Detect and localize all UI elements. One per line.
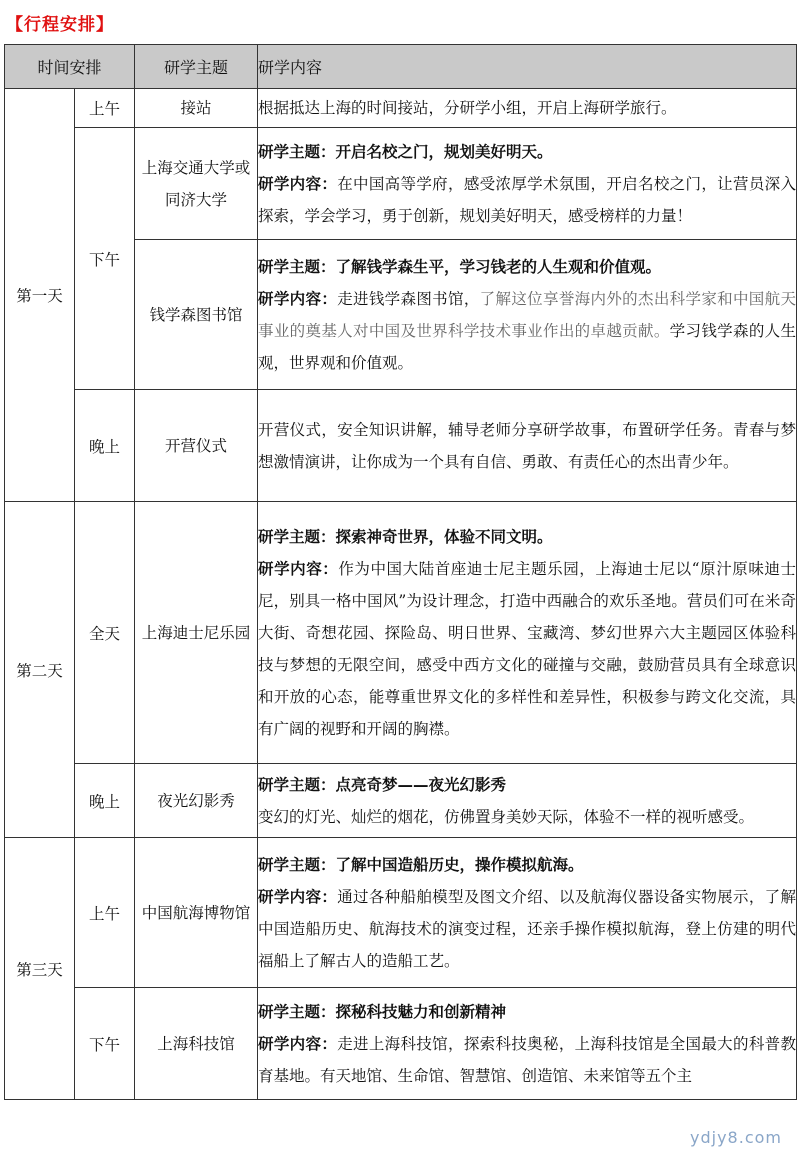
header-content: 研学内容 [258,45,797,89]
content-label: 研学内容： [258,174,338,193]
theme-label: 研学主题： [258,1002,336,1021]
theme-text: 了解钱学森生平，学习钱老的人生观和价值观。 [335,257,662,276]
table-row [5,128,797,240]
day-cell: 第三天 [5,838,75,1100]
content-line [258,553,796,745]
table-row [5,89,797,128]
content-cell [258,128,797,240]
content-line [258,283,796,379]
theme-label: 研学主题： [258,257,336,276]
table-row [5,390,797,502]
content-line [258,881,796,977]
theme-line [258,849,796,881]
period-cell: 上午 [75,89,135,128]
content-cell [258,89,797,128]
content-text: 根据抵达上海的时间接站，分研学小组，开启上海研学旅行。 [258,99,677,117]
content-cell [258,390,797,502]
theme-line [258,251,796,283]
table-row [5,838,797,988]
theme-text: 开启名校之门，规划美好明天。 [335,142,553,161]
theme-line [258,136,796,168]
content-cell [258,240,797,390]
content-text: 走进上海科技馆，探索科技奥秘，上海科技馆是全国最大的科普教育基地。有天地馆、生命馆、智慧馆、创造馆、未来馆等五个主 [258,1034,796,1085]
content-line [258,1028,796,1092]
content-text: 作为中国大陆首座迪士尼主题乐园，上海迪士尼以“原汁原味迪士尼，别具一格中国风”为设计理念，打造中西融合的欢乐圣地。营员们可在米奇大街、奇想花园、探险岛、明日世界、宝藏湾、梦幻世界六大主题园区体验科技与梦想的无限空间，感受中西方文化的碰撞与交融，鼓励营员具有全球意识和开放的心态，能尊重世界文化的多样性和差异性，积极参与跨文化交流，具有广阔的视野和开阔的胸襟。 [258,559,796,738]
itinerary-table [4,44,797,1100]
content-cell [258,502,797,764]
topic-cell: 接站 [135,89,258,128]
content-cell [258,838,797,988]
content-label: 研学内容： [258,559,339,578]
theme-label: 研学主题： [258,527,336,546]
theme-text: 探秘科技魅力和创新精神 [335,1002,507,1021]
watermark: ydjy8.com [690,1128,782,1147]
theme-label: 研学主题： [258,775,336,794]
theme-text: 点亮奇梦——夜光幻影秀 [335,775,507,794]
content-text: 学习钱学森的人生观，世界观和价值观。 [258,321,796,372]
theme-label: 研学主题： [258,142,336,161]
day-cell: 第二天 [5,502,75,838]
table-row [5,764,797,838]
theme-label: 研学主题： [258,855,336,874]
topic-cell: 钱学森图书馆 [135,240,258,390]
table-row [5,988,797,1100]
topic-cell: 开营仪式 [135,390,258,502]
content-cell [258,764,797,838]
content-label: 研学内容： [258,887,338,906]
page-title: 【行程安排】 [6,15,114,35]
day-cell: 第一天 [5,89,75,502]
theme-line [258,769,796,801]
period-cell: 上午 [75,838,135,988]
topic-cell: 上海交通大学或同济大学 [135,128,258,240]
content-text: 开营仪式，安全知识讲解，辅导老师分享研学故事，布置研学任务。青春与梦想激情演讲，让你成为一个具有自信、勇敢、有责任心的杰出青少年。 [258,420,796,471]
content-label: 研学内容： [258,1034,338,1053]
period-cell: 晚上 [75,764,135,838]
period-cell: 晚上 [75,390,135,502]
theme-text: 了解中国造船历史，操作模拟航海。 [335,855,584,874]
content-line [258,168,796,232]
theme-line [258,521,796,553]
period-cell: 下午 [75,128,135,390]
topic-cell: 上海科技馆 [135,988,258,1100]
theme-line [258,996,796,1028]
topic-cell: 夜光幻影秀 [135,764,258,838]
period-cell: 下午 [75,988,135,1100]
header-theme: 研学主题 [135,45,258,89]
content-text-grey: 了解这位享誉海内外的杰出科学家和中国航天事业的奠基人对中国及世界科学技术事业作出的卓越贡献。 [258,289,796,340]
content-text: 变幻的灯光、灿烂的烟花，仿佛置身美妙天际，体验不一样的视听感受。 [258,807,755,826]
table-header-row [5,45,797,89]
topic-cell: 上海迪士尼乐园 [135,502,258,764]
content-text: 走进钱学森图书馆， [337,289,480,308]
period-cell: 全天 [75,502,135,764]
header-time: 时间安排 [5,45,135,89]
content-text: 通过各种船舶模型及图文介绍、以及航海仪器设备实物展示，了解中国造船历史、航海技术的演变过程，还亲手操作模拟航海，登上仿建的明代福船上了解古人的造船工艺。 [258,887,796,970]
theme-text: 探索神奇世界，体验不同文明。 [335,527,553,546]
table-row [5,502,797,764]
content-label: 研学内容： [258,289,338,308]
content-cell [258,988,797,1100]
content-text: 在中国高等学府，感受浓厚学术氛围，开启名校之门，让营员深入探索，学会学习，勇于创新，规划美好明天，感受榜样的力量！ [258,174,796,225]
topic-cell: 中国航海博物馆 [135,838,258,988]
